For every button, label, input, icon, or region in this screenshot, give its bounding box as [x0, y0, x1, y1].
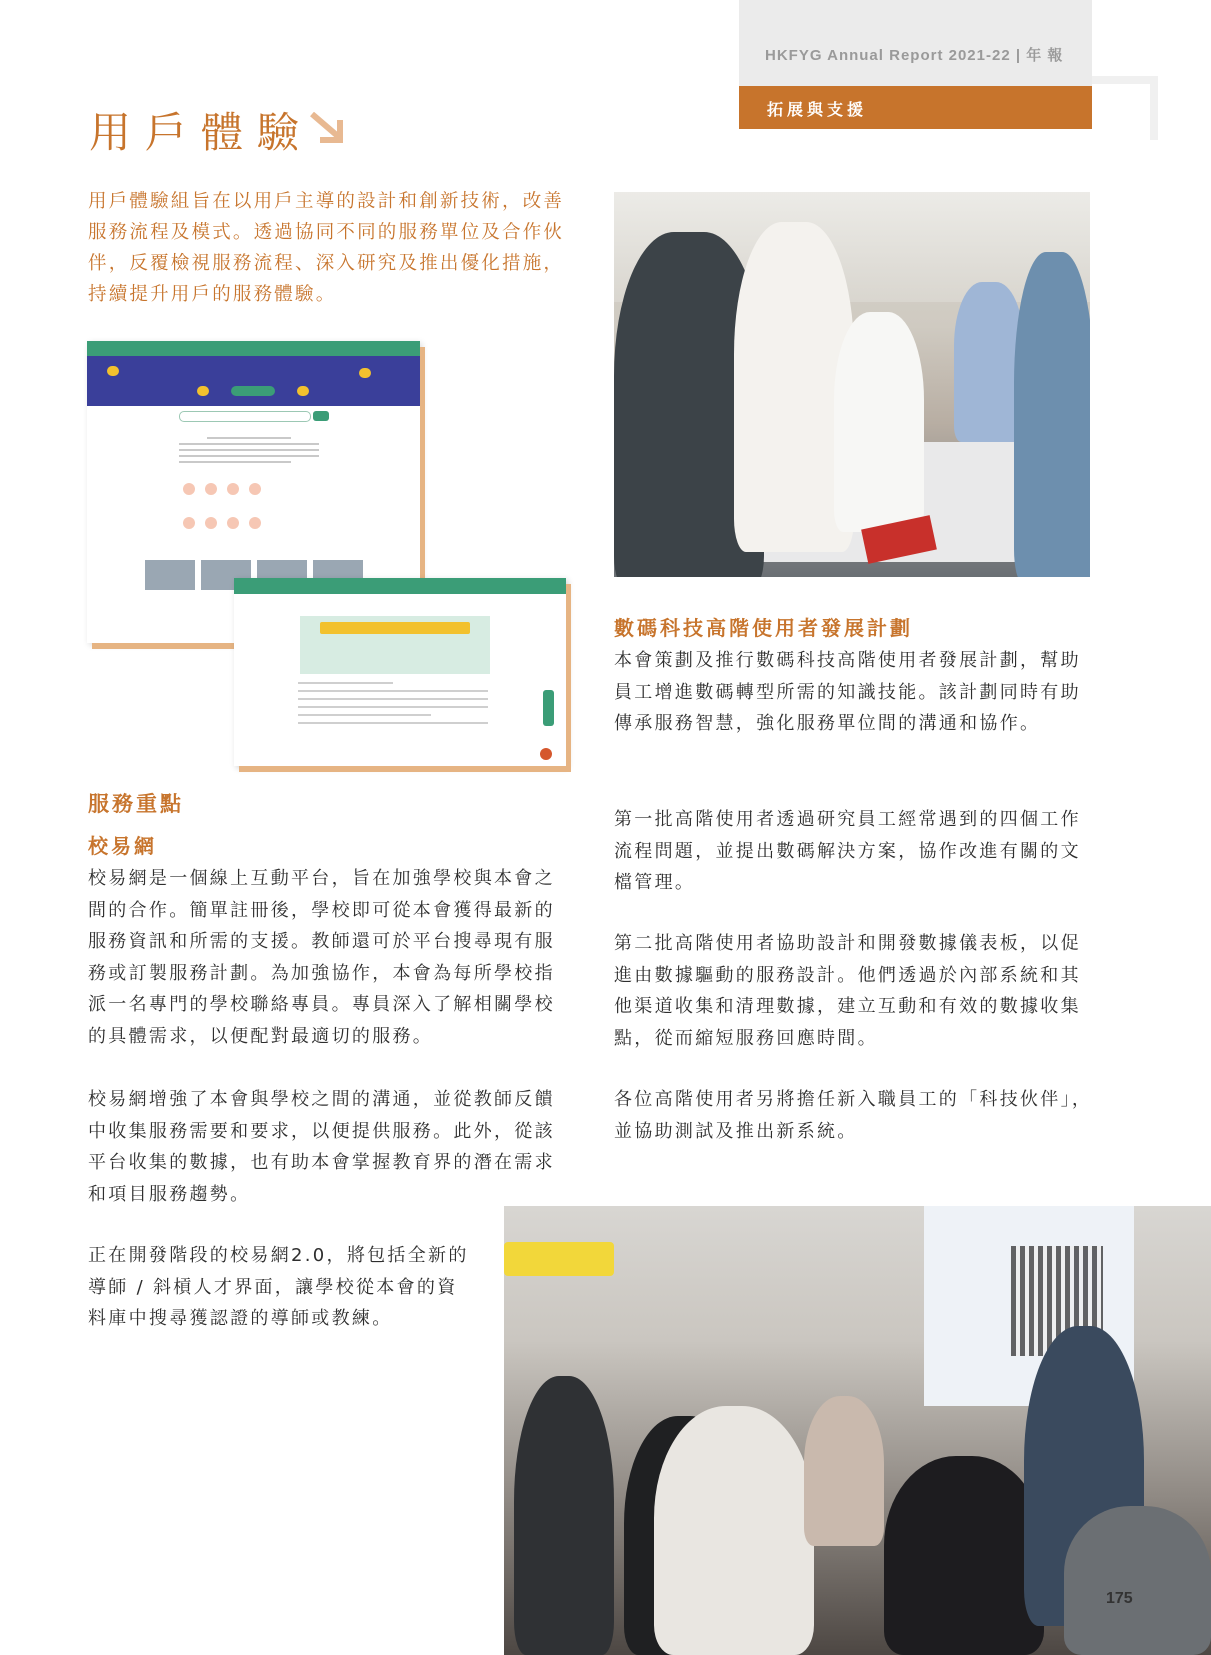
mock-search-button	[313, 411, 329, 421]
section-heading-digital-program: 數碼科技高階使用者發展計劃	[614, 616, 913, 640]
report-title: HKFYG Annual Report 2021-22 | 年 報	[765, 47, 1064, 64]
paragraph-digital-4: 各位高階使用者另將擔任新入職員工的「科技伙伴」，並協助測試及推出新系統。	[614, 1089, 1093, 1142]
paragraph-digital-2: 第一批高階使用者透過研究員工經常遇到的四個工作流程問題，並提出數碼解決方案，協作改進有關的文檔管理。	[614, 809, 1081, 893]
paragraph-platform-3: 正在開發階段的校易網2.0，將包括全新的導師 / 斜槓人才界面，讓學校從本會的資料庫中搜尋獲認證的導師或教練。	[88, 1245, 469, 1329]
mock-search-box	[179, 411, 311, 422]
section-label: 拓展與支援	[767, 100, 868, 119]
mock-text-lines	[298, 682, 488, 730]
mock-text-lines	[179, 437, 319, 467]
page-number: 175	[1106, 1590, 1133, 1607]
paragraph-digital-3: 第二批高階使用者協助設計和開發數據儀表板，以促進由數據驅動的服務設計。他們透過於內部系統和其他渠道收集和清理數據，建立互動和有效的數據收集點，從而縮短服務回應時間。	[614, 933, 1081, 1049]
paragraph-platform-1: 校易網是一個線上互動平台，旨在加強學校與本會之間的合作。簡單註冊後，學校即可從本會獲得最新的服務資訊和所需的支援。教師還可於平台搜尋現有服務或訂製服務計劃。為加強協作，本會為每所學校指派一名專門的學校聯絡專員。專員深入了解相關學校的具體需求，以便配對最適切的服務。	[88, 868, 555, 1047]
subheading-school-platform: 校易網	[88, 834, 157, 858]
corner-decoration	[1092, 76, 1158, 140]
photo-classroom	[504, 1206, 1211, 1655]
photo-workshop	[614, 192, 1090, 577]
paragraph-digital-1: 本會策劃及推行數碼科技高階使用者發展計劃，幫助員工增進數碼轉型所需的知識技能。該計劃同時有助傳承服務智慧，強化服務單位間的溝通和協作。	[614, 650, 1081, 734]
header-band	[739, 0, 1092, 86]
intro-paragraph: 用戶體驗組旨在以用戶主導的設計和創新技術，改善服務流程及模式。透過協同不同的服務單位及合作伙伴，反覆檢視服務流程、深入研究及推出優化措施，持續提升用戶的服務體驗。	[88, 191, 565, 305]
page-title: 用戶體驗	[89, 108, 314, 157]
mock-banner	[87, 356, 420, 406]
mock-chat-button	[540, 748, 552, 760]
mock-side-tab	[543, 690, 554, 726]
mock-event-banner	[300, 616, 490, 674]
arrow-down-right-icon	[310, 112, 346, 144]
section-heading-focus: 服務重點	[88, 792, 184, 816]
website-screenshot-detail	[234, 578, 566, 766]
mock-icon-grid	[183, 483, 323, 551]
mock-nav-bar	[87, 341, 420, 356]
paragraph-platform-2: 校易網增強了本會與學校之間的溝通，並從教師反饋中收集服務需要和要求，以便提供服務。此外，從該平台收集的數據，也有助本會掌握教育界的潛在需求和項目服務趨勢。	[88, 1089, 555, 1205]
mock-nav-bar	[234, 578, 566, 594]
